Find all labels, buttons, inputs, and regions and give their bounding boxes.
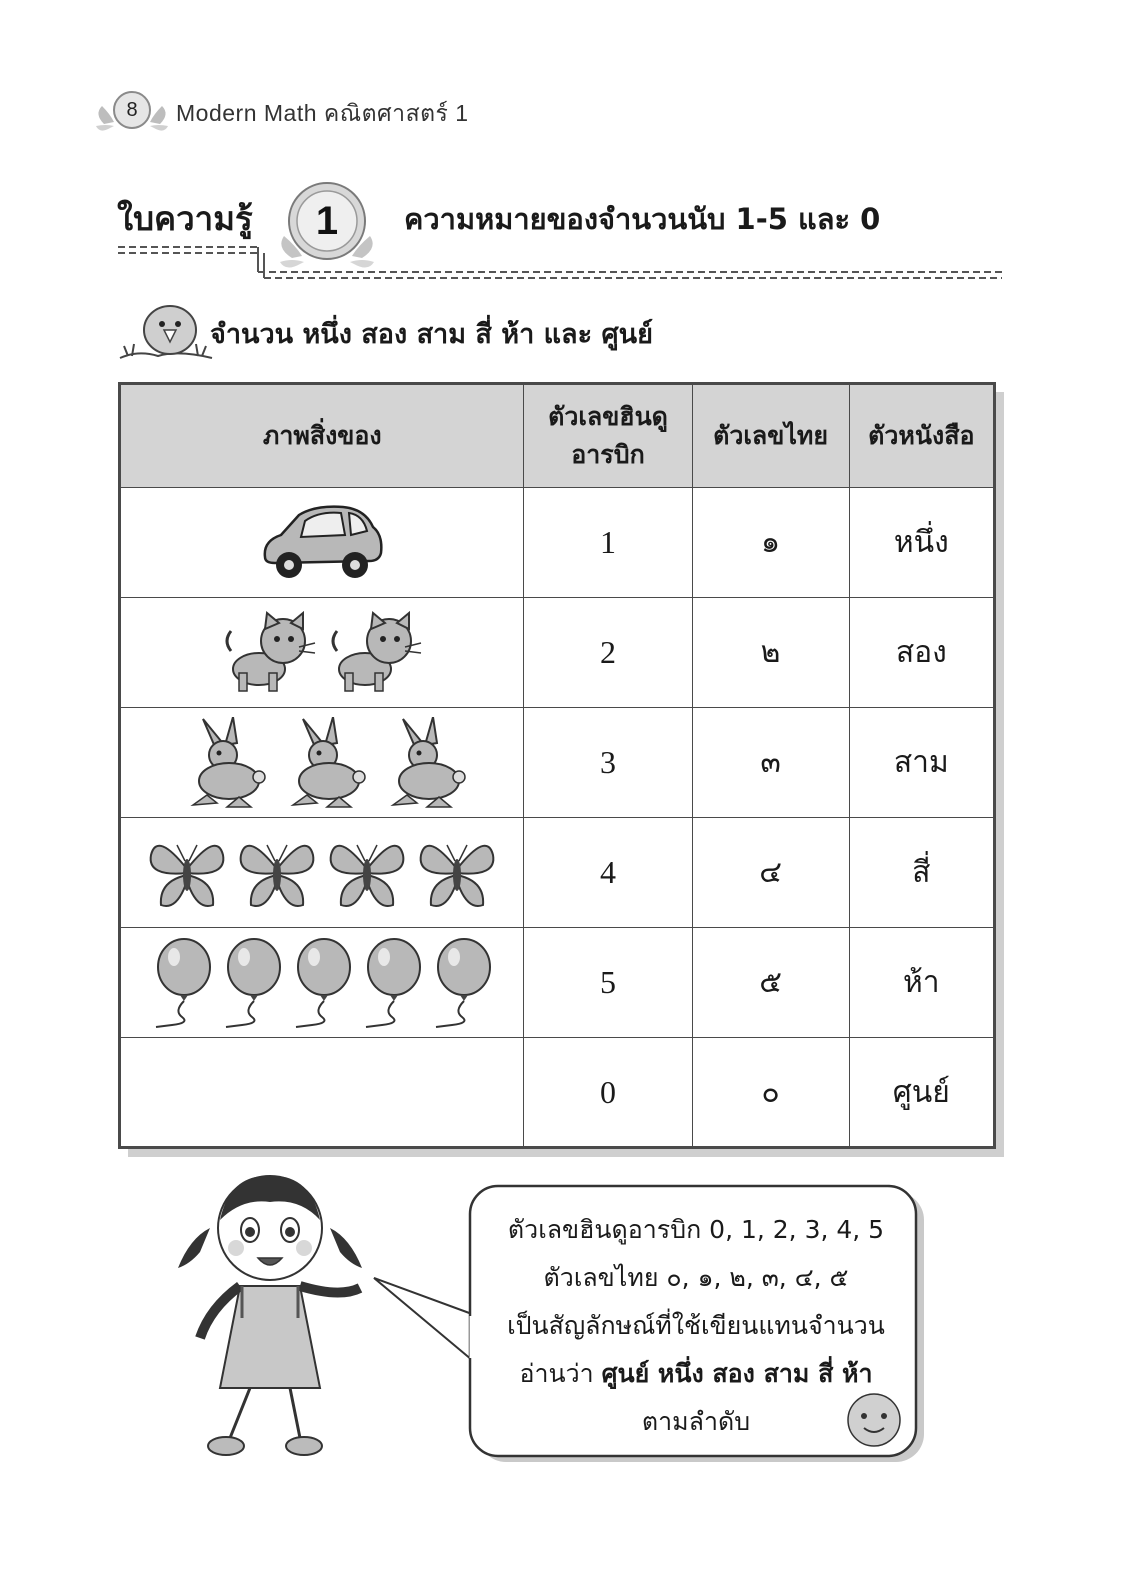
book-title: Modern Math คณิตศาสตร์ 1 <box>176 100 469 126</box>
thai-numeral: ๐ <box>692 1038 849 1148</box>
bird-icon <box>118 298 214 366</box>
table-row <box>120 488 995 598</box>
bubble-line <box>486 1350 906 1398</box>
table-row <box>120 818 995 928</box>
picture-group <box>121 708 523 817</box>
picture-cell <box>120 488 524 598</box>
picture-group <box>121 1038 523 1146</box>
subheading: จำนวน หนึ่ง สอง สาม สี่ ห้า และ ศูนย์ <box>210 319 653 350</box>
arabic-numeral: 2 <box>524 598 692 708</box>
number-word: หนึ่ง <box>849 488 994 598</box>
section-label: ใบความรู้ <box>117 199 253 238</box>
table-row <box>120 598 995 708</box>
bubble-line-prefix: อ่านว่า <box>519 1359 594 1388</box>
picture-group <box>121 488 523 597</box>
balloon-icon <box>362 937 422 1029</box>
picture-group <box>121 818 523 927</box>
thai-numeral: ๓ <box>692 708 849 818</box>
speech-bubble-text <box>486 1206 906 1446</box>
thai-numeral: ๕ <box>692 928 849 1038</box>
balloon-icon <box>222 937 282 1029</box>
section-divider <box>0 0 1128 300</box>
table-row <box>120 1038 995 1148</box>
butterfly-icon <box>237 831 317 915</box>
cat-icon <box>327 611 423 695</box>
table-row <box>120 708 995 818</box>
arabic-numeral: 0 <box>524 1038 692 1148</box>
cat-icon <box>221 611 317 695</box>
picture-cell <box>120 1038 524 1148</box>
butterfly-icon <box>147 831 227 915</box>
car-icon <box>257 501 387 585</box>
arabic-numeral: 5 <box>524 928 692 1038</box>
rabbit-icon <box>177 717 267 809</box>
picture-cell <box>120 928 524 1038</box>
picture-group <box>121 598 523 707</box>
bubble-line-bold: ศูนย์ หนึ่ง สอง สาม สี่ ห้า <box>601 1359 873 1388</box>
number-word: ศูนย์ <box>849 1038 994 1148</box>
balloon-icon <box>152 937 212 1029</box>
header-arabic <box>524 384 692 488</box>
header-arabic-line2: อารบิก <box>571 440 645 469</box>
arabic-numeral: 3 <box>524 708 692 818</box>
butterfly-icon <box>417 831 497 915</box>
page-number: 8 <box>126 99 138 121</box>
girl-character-icon <box>170 1168 370 1468</box>
balloon-icon <box>292 937 352 1029</box>
number-table <box>118 382 996 1149</box>
picture-cell <box>120 708 524 818</box>
thai-numeral: ๔ <box>692 818 849 928</box>
section-title: ความหมายของจำนวนนับ 1-5 และ 0 <box>404 202 881 236</box>
rabbit-icon <box>377 717 467 809</box>
bubble-line: ตัวเลขฮินดูอารบิก 0, 1, 2, 3, 4, 5 <box>507 1215 885 1244</box>
bubble-line: ตัวเลขไทย ๐, ๑, ๒, ๓, ๔, ๕ <box>543 1263 849 1292</box>
picture-group <box>121 928 523 1037</box>
arabic-numeral: 1 <box>524 488 692 598</box>
header-thai: ตัวเลขไทย <box>692 384 849 488</box>
number-word: ห้า <box>849 928 994 1038</box>
table-row <box>120 928 995 1038</box>
thai-numeral: ๒ <box>692 598 849 708</box>
number-word: สอง <box>849 598 994 708</box>
arabic-numeral: 4 <box>524 818 692 928</box>
header-pictures: ภาพสิ่งของ <box>120 384 524 488</box>
picture-cell <box>120 598 524 708</box>
balloon-icon <box>432 937 492 1029</box>
table-header-row <box>120 384 995 488</box>
butterfly-icon <box>327 831 407 915</box>
header-word: ตัวหนังสือ <box>849 384 994 488</box>
number-word: สาม <box>849 708 994 818</box>
bubble-line: เป็นสัญลักษณ์ที่ใช้เขียนแทนจำนวน <box>507 1311 885 1340</box>
header-arabic-line1: ตัวเลขฮินดู <box>548 402 668 431</box>
rabbit-icon <box>277 717 367 809</box>
picture-cell <box>120 818 524 928</box>
number-word: สี่ <box>849 818 994 928</box>
thai-numeral: ๑ <box>692 488 849 598</box>
running-header <box>92 84 512 136</box>
section-number: 1 <box>315 199 339 243</box>
bubble-line: ตามลำดับ <box>641 1407 751 1436</box>
